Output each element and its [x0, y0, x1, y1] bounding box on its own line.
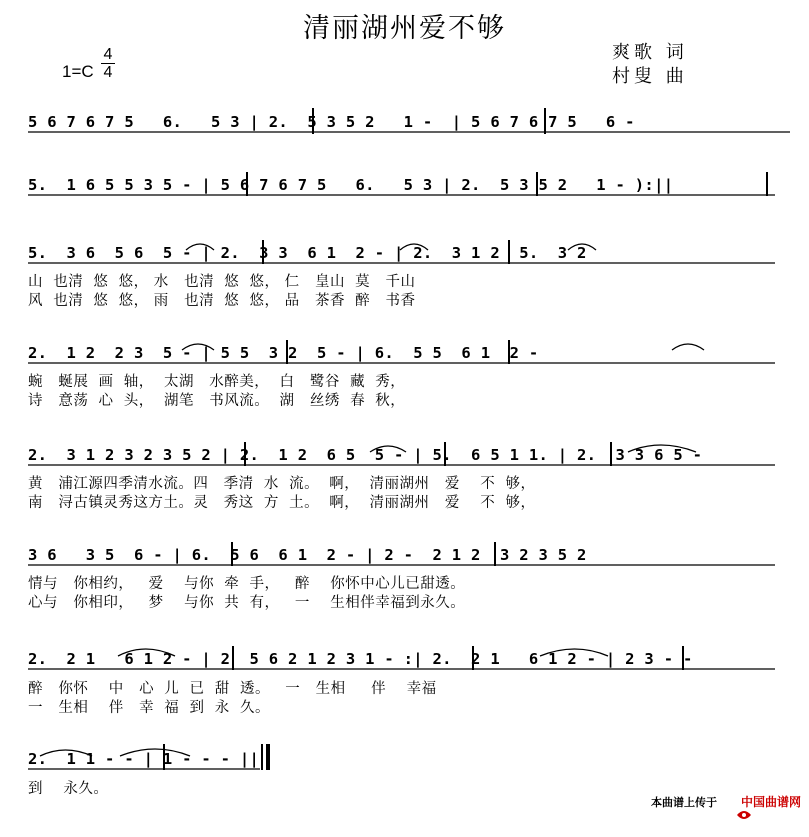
lyric-line-6-verse-1: 情与 你相约， 爱 与你 牵 手， 醉 你怀中心儿已甜透。 — [28, 576, 466, 592]
lyric-line-5-verse-1: 黄 浦江源四季清水流。四 季清 水 流。 啊， 清丽湖州 爱 不 够， — [28, 476, 536, 492]
footer-label: 本曲谱上传于 — [650, 795, 717, 809]
song-title: 清丽湖州爱不够 — [303, 13, 506, 44]
composer-credit: 村叟 曲 — [612, 66, 688, 87]
lyric-line-6-verse-2: 心与 你相印， 梦 与你 共 有， 一 生相伴幸福到永久。 — [28, 595, 466, 611]
site-logo-icon — [721, 796, 737, 808]
lyric-line-5-verse-2: 南 浔古镇灵秀这方土。灵 秀这 方 土。 啊， 清丽湖州 爱 不 够， — [28, 495, 536, 511]
time-signature-bottom: 4 — [103, 64, 113, 81]
notation-line-6: 3 6 3 5 6 - | 6. 5 6 6 1 2 - | 2 - 2 1 2 3 2 3 5 2 — [28, 546, 587, 564]
lyric-line-4-verse-1: 蜿 蜒展 画 轴， 太湖 水醉美， 白 鹭谷 藏 秀， — [28, 374, 406, 390]
notation-line-4: 2. 1 2 2 3 5 - | 5 5 3 2 5 - | 6. 5 5 6 1 2 - — [28, 344, 539, 362]
notation-line-8: 2. 1 1 - - | 1 - - - || — [28, 750, 260, 768]
footer-site-name[interactable]: 中国曲谱网 — [740, 795, 801, 809]
lyric-line-8-verse-1: 到 永久。 — [28, 781, 109, 797]
notation-line-1: 5 6 7 6 7 5 6. 5 3 | 2. 5 3 5 2 1 - | 5 6 7 6 7 5 6 - — [28, 113, 635, 131]
lyric-line-4-verse-2: 诗 意荡 心 头， 湖笔 书风流。 湖 丝绣 春 秋， — [28, 393, 406, 409]
time-signature — [101, 46, 115, 81]
lyric-line-3-verse-1: 山 也清 悠 悠， 水 也清 悠 悠， 仁 皇山 莫 千山 — [28, 274, 416, 290]
lyric-line-3-verse-2: 风 也清 悠 悠， 雨 也清 悠 悠， 品 茶香 醉 书香 — [28, 293, 416, 309]
key-signature: 1=C — [62, 62, 94, 81]
lyricist-credit: 爽歌 词 — [612, 42, 688, 63]
notation-line-3: 5. 3 6 5 6 5 - | 2. 3 3 6 1 2 - | 2. 3 1 2 5. 3 2 — [28, 244, 587, 262]
time-signature-top: 4 — [103, 46, 113, 63]
lyric-line-7-verse-1: 醉 你怀 中 心 儿 已 甜 透。 一 生相 伴 幸福 — [28, 681, 437, 697]
lyric-line-7-verse-2: 一 生相 伴 幸 福 到 永 久。 — [28, 700, 270, 716]
notation-line-2: 5. 1 6 5 5 3 5 - | 5 6 7 6 7 5 6. 5 3 | 2. 5 3 5 2 1 - ):|| — [28, 176, 674, 194]
notation-line-5: 2. 3 1 2 3 2 3 5 2 | 2. 1 2 6 5 5 - | 5. 6 5 1 1. | 2. 3 3 6 5 - — [28, 446, 703, 464]
notation-line-7: 2. 2 1 6 1 2 - | 2 5 6 2 1 2 3 1 - :| 2. 2 1 6 1 2 - | 2 3 - - — [28, 650, 693, 668]
footer-credit — [651, 793, 801, 810]
